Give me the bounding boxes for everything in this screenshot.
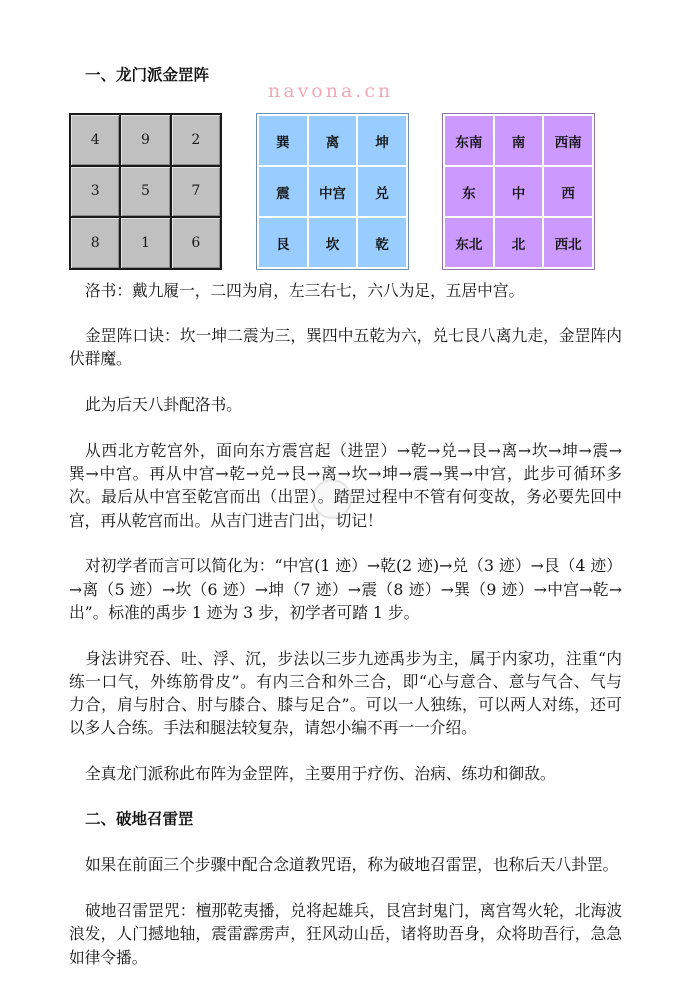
paragraph-bagua-note [69,393,622,416]
watermark-text: navona.cn [268,80,394,102]
paragraph-quanzhen [69,762,622,785]
text-line: 次。最后从中宫至乾宫而出（出罡）。踏罡过程中不管有何变故，务必要先回中 [69,487,622,507]
body-text [69,279,622,992]
text-line: 洛书：戴九履一，二四为肩，左三右七，六八为足，五居中宫。 [85,280,525,300]
text-line: 浪发，人门撼地轴，震雷霹雳声，狂风动山岳，诸将助吾身，众将助吾行，急急 [69,924,622,944]
paragraph-formula [69,324,622,370]
grid-cell: 兑 [358,167,406,216]
grid-cell: 中 [495,167,543,216]
grid-cell: 7 [172,167,220,217]
bagua-trigram-grid [256,113,409,270]
text-line: 力合，肩与肘合、肘与膝合、膝与足合”。可以一人独练，可以两人对练，还可 [69,694,622,714]
grid-cell: 西北 [544,218,592,267]
paragraph-route [69,439,622,532]
grid-cell: 东北 [445,218,493,267]
text-line: 以多人合练。手法和腿法较复杂，请恕小编不再一一介绍。 [69,718,477,738]
text-line: 破地召雷罡咒：檀那乾夷播，兑将起雄兵，艮宫封鬼门，离宫驾火轮，北海波 [85,901,622,921]
grid-cell: 3 [71,167,119,217]
paragraph-mantra [69,899,622,969]
luoshu-number-grid [69,113,222,270]
text-line: 金罡阵口诀：坎一坤二震为三，巽四中五乾为六，兑七艮八离九走，金罡阵内 [85,326,622,346]
text-line: 如果在前面三个步骤中配合念道教咒语，称为破地召雷罡，也称后天八卦罡。 [85,855,619,875]
grid-cell: 南 [495,116,543,165]
paragraph-simplified [69,554,622,624]
grid-cell: 1 [121,218,169,268]
text-line: 对初学者而言可以简化为：“中宫(1 迹）→乾(2 迹)→兑（3 迹）→艮（4 迹） [85,556,622,576]
paragraph-body-method [69,647,622,740]
grid-cell: 坤 [358,116,406,165]
text-line: 身法讲究吞、吐、浮、沉，步法以三步九迹禹步为主，属于内家功，注重“内 [85,648,622,668]
paragraph-mantra-intro [69,853,622,876]
section-heading-longmen: 一、龙门派金罡阵 [85,65,210,84]
grid-cell: 东 [445,167,493,216]
text-line: 伏群魔。 [69,349,132,369]
text-line: →离（5 迹）→坎（6 迹）→坤（7 迹）→震（8 迹）→巽（9 迹）→中宫→乾→ [69,579,622,599]
grid-cell: 西南 [544,116,592,165]
section-heading-podi: 二、破地召雷罡 [85,809,194,828]
grid-cell: 震 [259,167,307,216]
text-line: 宫，再从乾宫而出。从吉门进吉门出，切记！ [69,510,383,530]
grid-cell: 9 [121,115,169,165]
text-line: 练一口气，外练筋骨皮”。有内三合和外三合，即“心与意合、意与气合、气与 [69,671,622,691]
grid-cell: 8 [71,218,119,268]
grid-cell: 东南 [445,116,493,165]
grid-cell: 2 [172,115,220,165]
grid-cell: 6 [172,218,220,268]
grid-cell: 离 [309,116,357,165]
grid-cell: 中宫 [309,167,357,216]
grid-cell: 艮 [259,218,307,267]
grid-cell: 5 [121,167,169,217]
text-line: 从西北方乾宫外，面向东方震宫起（进罡）→乾→兑→艮→离→坎→坤→震→ [85,441,622,461]
grid-cell: 西 [544,167,592,216]
text-line: 此为后天八卦配洛书。 [85,395,242,415]
text-line: 出”。标准的禹步 1 迹为 3 步，初学者可踏 1 步。 [69,602,420,622]
grid-cell: 坎 [309,218,357,267]
grid-cell: 巽 [259,116,307,165]
grid-cell: 北 [495,218,543,267]
text-line: 全真龙门派称此布阵为金罡阵，主要用于疗伤、治病、练功和御敌。 [85,763,556,783]
text-line: 如律令播。 [69,947,148,967]
paragraph-luoshu [69,279,622,302]
grid-cell: 乾 [358,218,406,267]
direction-grid [442,113,595,270]
text-line: 巽→中宫。再从中宫→乾→兑→艮→离→坎→坤→震→巽→中宫，此步可循环多 [69,464,622,484]
grid-cell: 4 [71,115,119,165]
